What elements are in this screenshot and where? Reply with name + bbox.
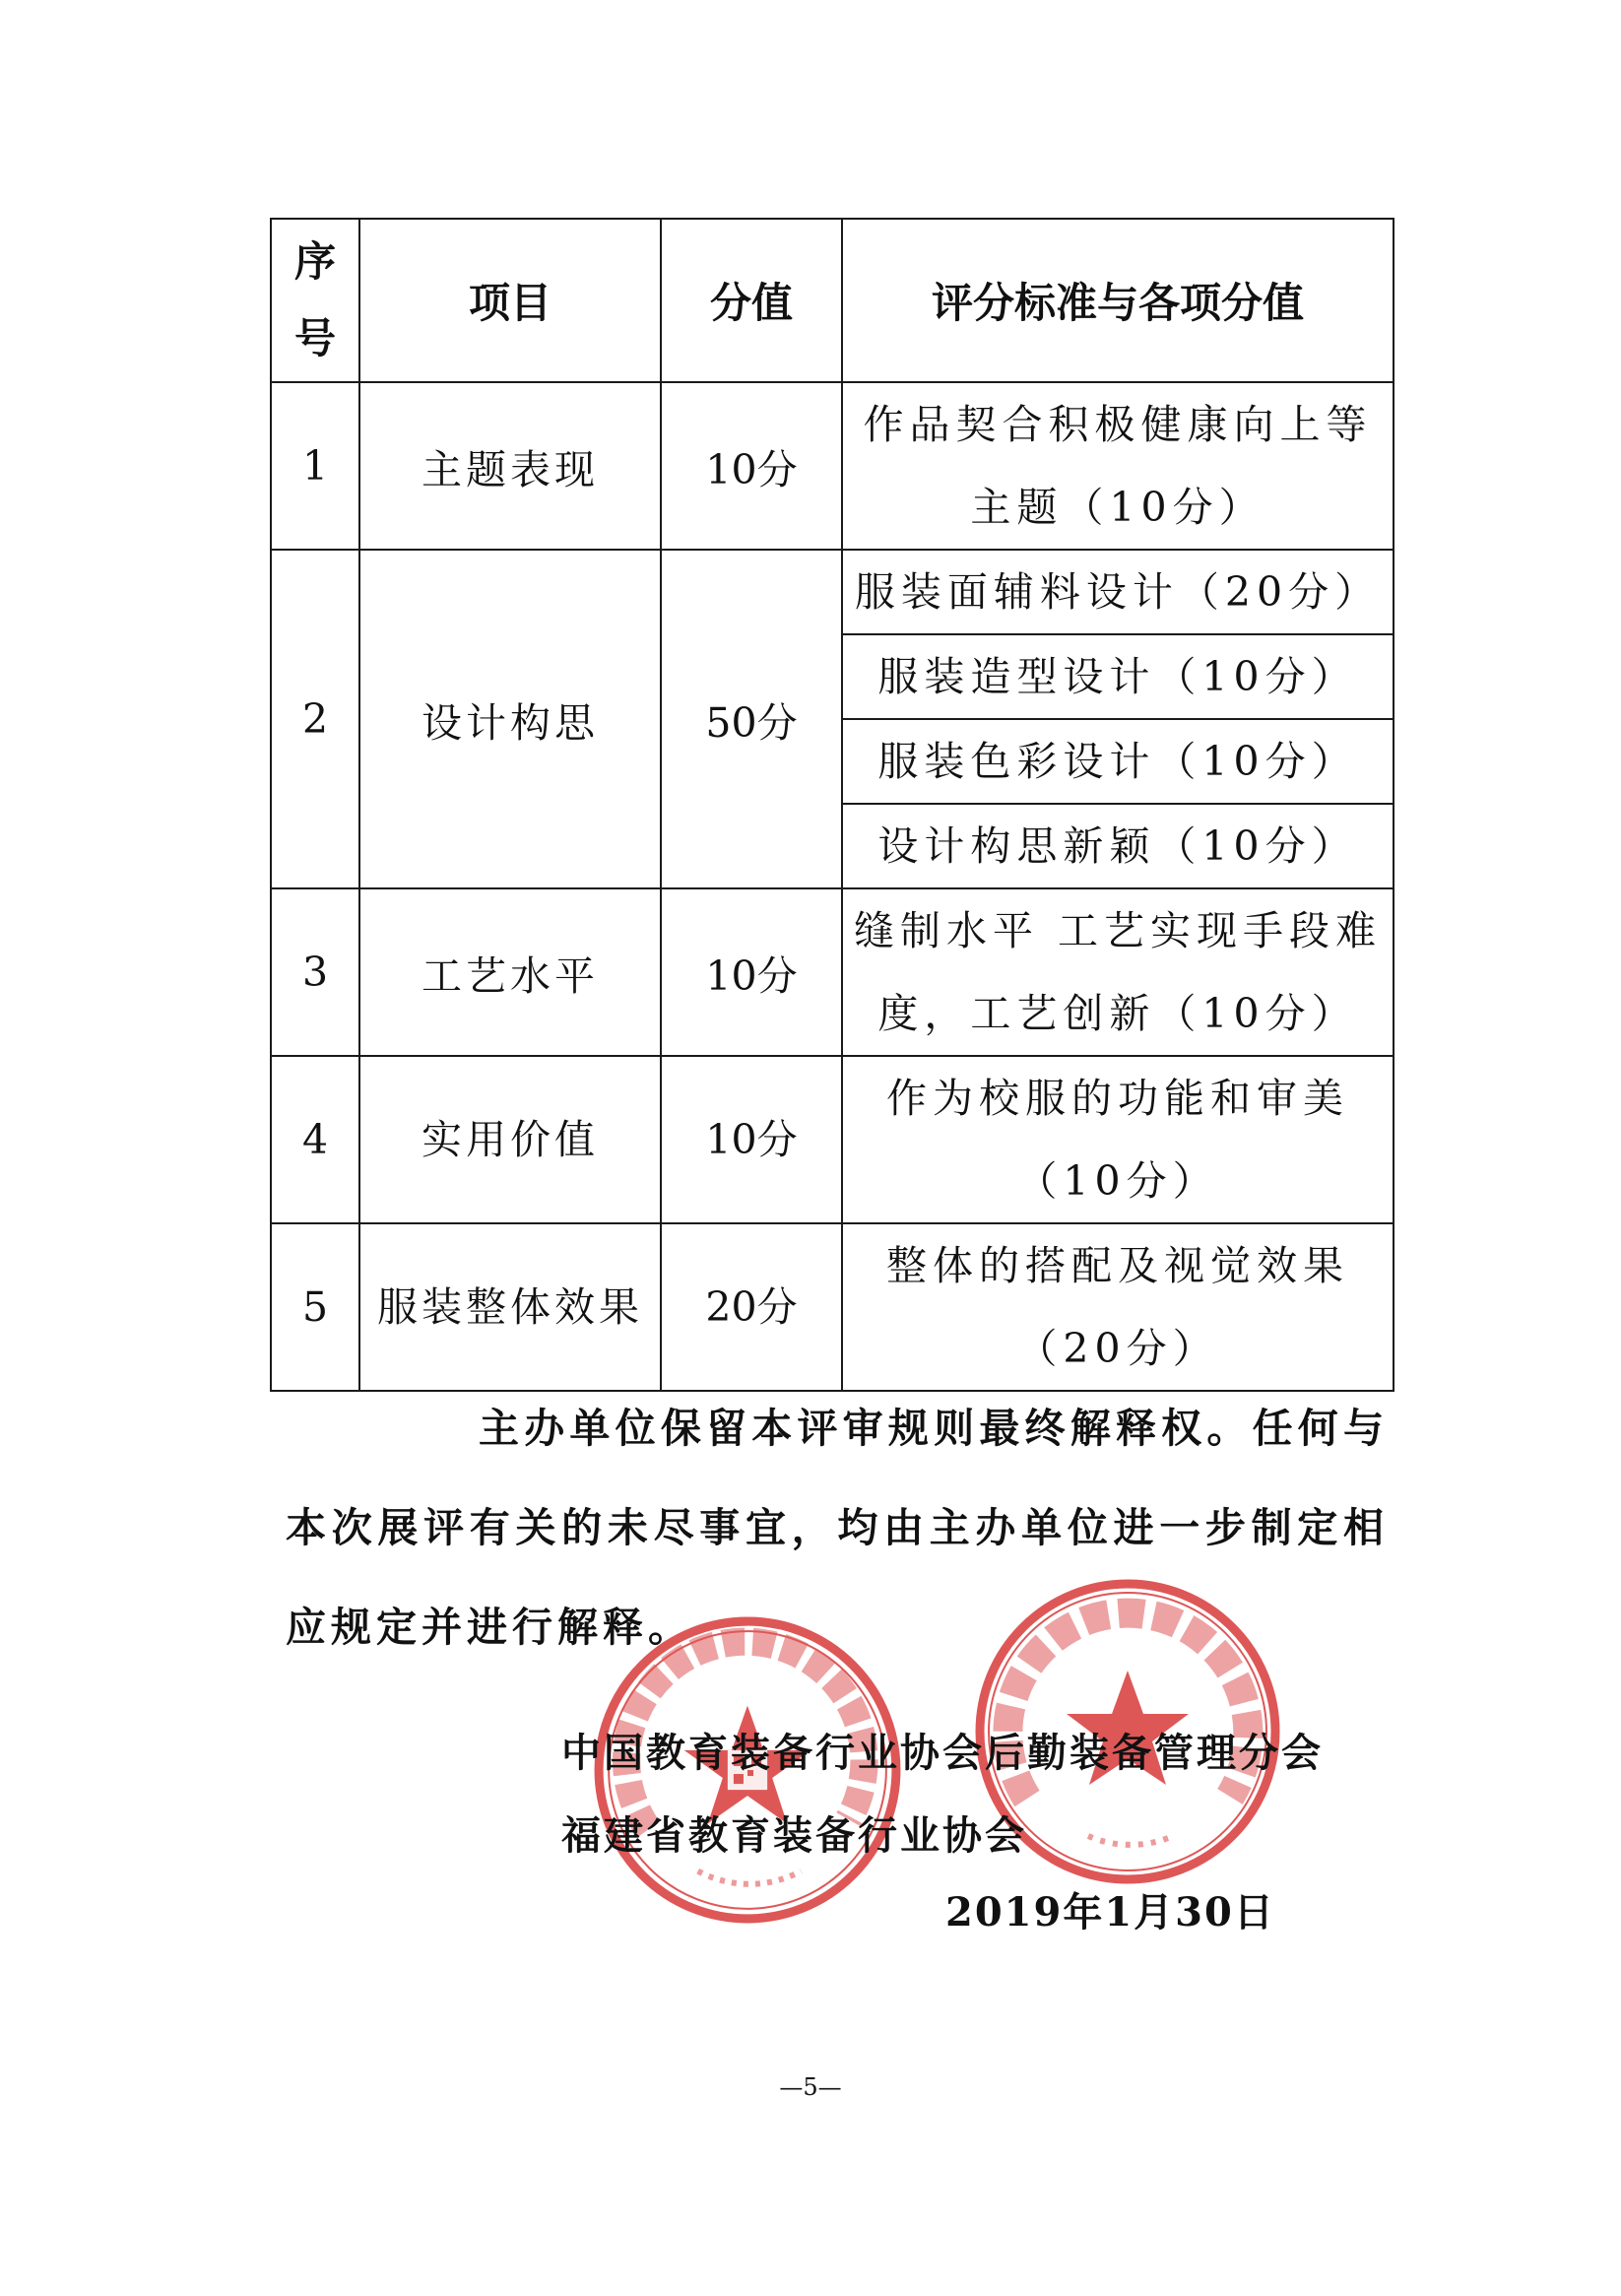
row-score bbox=[661, 1056, 842, 1223]
row-criteria: 服装面辅料设计（20分） bbox=[842, 550, 1394, 634]
row-score-text: 20分 bbox=[705, 1283, 798, 1331]
row-criteria: 作品契合积极健康向上等主题（10分） bbox=[842, 382, 1394, 550]
row-no: 3 bbox=[271, 888, 359, 1056]
seal1-code-lettering bbox=[698, 1871, 802, 1884]
table-row bbox=[271, 1223, 1394, 1391]
row-criteria: 缝制水平 工艺实现手段难度，工艺创新（10分） bbox=[842, 888, 1394, 1056]
row-item: 工艺水平 bbox=[359, 888, 661, 1056]
table-row bbox=[271, 1056, 1394, 1223]
closing-paragraph: 主办单位保留本评审规则最终解释权。任何与本次展评有关的未尽事宜，均由主办单位进一步制定相应规定并进行解释。 bbox=[286, 1405, 1389, 1651]
row-score: 50分 bbox=[661, 550, 842, 888]
signature-date: 2019年1月30日 bbox=[945, 1889, 1275, 1935]
row-no-text: 4 bbox=[301, 1116, 329, 1163]
row-item: 主题表现 bbox=[359, 382, 661, 550]
row-no-text: 5 bbox=[301, 1283, 329, 1331]
row-score bbox=[661, 1223, 842, 1391]
row-score: 10分 bbox=[661, 888, 842, 1056]
row-criteria: 整体的搭配及视觉效果（20分） bbox=[842, 1223, 1394, 1391]
row-item: 设计构思 bbox=[359, 550, 661, 888]
row-no bbox=[271, 1056, 359, 1223]
seal2-code-lettering bbox=[1088, 1836, 1173, 1845]
row-score-text: 10分 bbox=[705, 1116, 798, 1163]
signature-org-2: 福建省教育装备行业协会 bbox=[561, 1813, 1027, 1859]
header-no: 序 号 bbox=[271, 219, 359, 382]
row-criteria: 服装造型设计（10分） bbox=[842, 634, 1394, 719]
page-number: —5— bbox=[779, 2073, 842, 2101]
scoring-table bbox=[270, 218, 1394, 1392]
row-no: 2 bbox=[271, 550, 359, 888]
header-criteria: 评分标准与各项分值 bbox=[842, 219, 1394, 382]
row-item bbox=[359, 1223, 661, 1391]
row-criteria: 作为校服的功能和审美（10分） bbox=[842, 1056, 1394, 1223]
row-no: 1 bbox=[271, 382, 359, 550]
table-row bbox=[271, 382, 1394, 550]
row-score: 10分 bbox=[661, 382, 842, 550]
row-item-text: 服装整体效果 bbox=[377, 1283, 643, 1331]
row-item-text: 实用价值 bbox=[421, 1116, 599, 1163]
row-no bbox=[271, 1223, 359, 1391]
row-criteria: 设计构思新颖（10分） bbox=[842, 804, 1394, 888]
signature-org-1: 中国教育装备行业协会后勤装备管理分会 bbox=[561, 1731, 1324, 1776]
table-row bbox=[271, 550, 1394, 634]
row-item bbox=[359, 1056, 661, 1223]
header-item: 项目 bbox=[359, 219, 661, 382]
header-score: 分值 bbox=[661, 219, 842, 382]
row-criteria: 服装色彩设计（10分） bbox=[842, 719, 1394, 804]
table-header-row bbox=[271, 219, 1394, 382]
table-row bbox=[271, 888, 1394, 1056]
